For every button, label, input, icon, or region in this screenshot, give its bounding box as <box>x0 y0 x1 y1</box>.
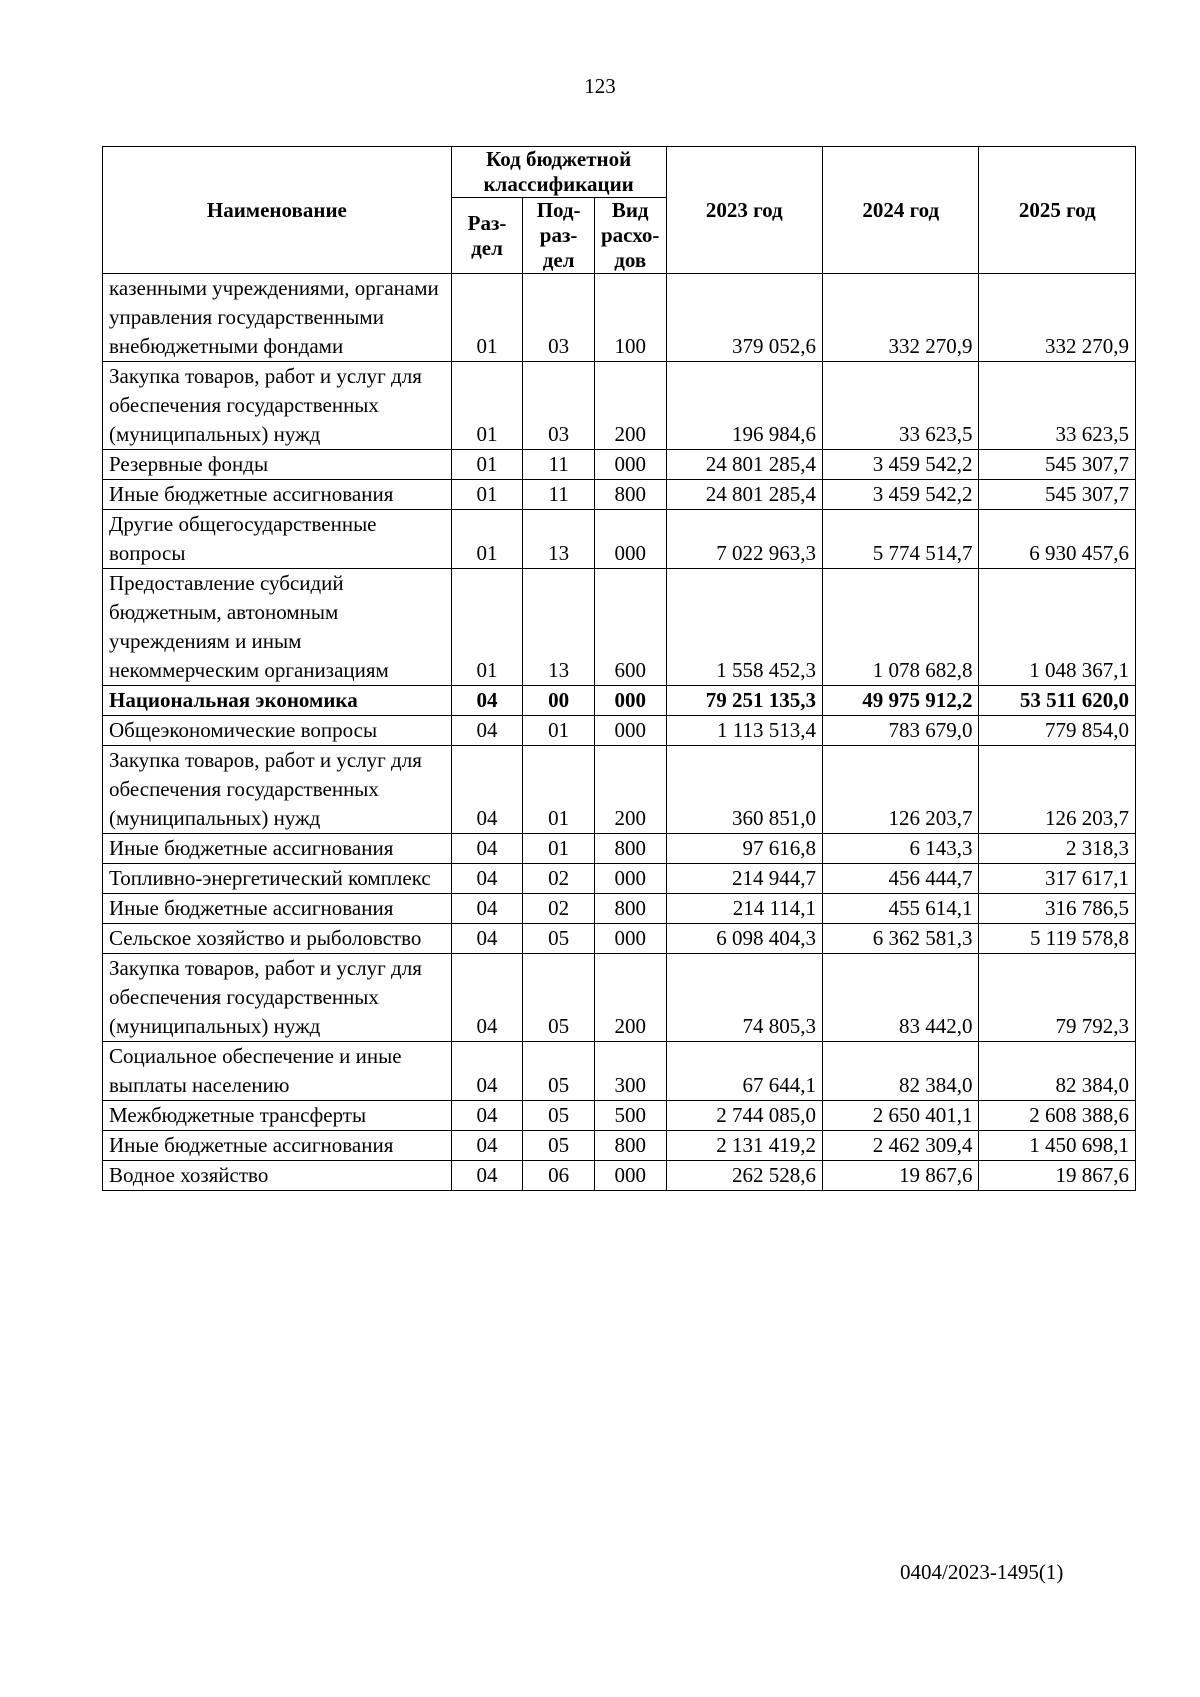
row-amount-2025: 5 119 578,8 <box>979 924 1136 954</box>
row-amount-2023: 2 131 419,2 <box>666 1131 822 1161</box>
header-razdel: Раз-дел <box>451 198 523 274</box>
row-amount-2024: 1 078 682,8 <box>822 569 978 686</box>
row-vid: 800 <box>594 834 666 864</box>
row-podrazdel: 02 <box>523 894 595 924</box>
row-name: Иные бюджетные ассигнования <box>103 480 452 510</box>
table-row <box>103 510 1136 569</box>
row-razdel: 01 <box>451 510 523 569</box>
row-amount-2023: 24 801 285,4 <box>666 480 822 510</box>
row-razdel: 04 <box>451 1131 523 1161</box>
table-row <box>103 954 1136 1042</box>
header-vid: Вид расхо-дов <box>594 198 666 274</box>
row-name: Иные бюджетные ассигнования <box>103 1131 452 1161</box>
row-amount-2024: 126 203,7 <box>822 746 978 834</box>
row-name: Топливно-энергетический комплекс <box>103 864 452 894</box>
table-row <box>103 274 1136 362</box>
table-row <box>103 1161 1136 1191</box>
row-name: Закупка товаров, работ и услуг для обеспечения государственных (муниципальных) нужд <box>103 746 452 834</box>
table-body <box>103 274 1136 1191</box>
row-amount-2024: 82 384,0 <box>822 1042 978 1101</box>
row-amount-2025: 545 307,7 <box>979 480 1136 510</box>
row-name: Водное хозяйство <box>103 1161 452 1191</box>
document-code: 0404/2023-1495(1) <box>900 1560 1064 1584</box>
header-2024: 2024 год <box>822 147 978 274</box>
row-vid: 000 <box>594 864 666 894</box>
row-podrazdel: 06 <box>523 1161 595 1191</box>
header-code-group: Код бюджетной классификации <box>451 147 666 198</box>
row-vid: 000 <box>594 924 666 954</box>
row-podrazdel: 13 <box>523 510 595 569</box>
row-name: Иные бюджетные ассигнования <box>103 834 452 864</box>
row-amount-2023: 2 744 085,0 <box>666 1101 822 1131</box>
row-vid: 000 <box>594 450 666 480</box>
row-name: Сельское хозяйство и рыболовство <box>103 924 452 954</box>
table-row <box>103 1101 1136 1131</box>
table-row <box>103 450 1136 480</box>
row-amount-2023: 74 805,3 <box>666 954 822 1042</box>
row-amount-2023: 7 022 963,3 <box>666 510 822 569</box>
row-vid: 100 <box>594 274 666 362</box>
row-amount-2023: 24 801 285,4 <box>666 450 822 480</box>
row-vid: 600 <box>594 569 666 686</box>
row-amount-2023: 1 113 513,4 <box>666 716 822 746</box>
row-podrazdel: 01 <box>523 834 595 864</box>
row-razdel: 04 <box>451 834 523 864</box>
row-amount-2025: 2 318,3 <box>979 834 1136 864</box>
header-podrazdel: Под-раз-дел <box>523 198 595 274</box>
header-2023: 2023 год <box>666 147 822 274</box>
page-number: 123 <box>584 74 616 98</box>
row-vid: 800 <box>594 894 666 924</box>
row-amount-2024: 3 459 542,2 <box>822 480 978 510</box>
row-razdel: 04 <box>451 1042 523 1101</box>
row-podrazdel: 00 <box>523 686 595 716</box>
row-podrazdel: 05 <box>523 924 595 954</box>
row-podrazdel: 11 <box>523 480 595 510</box>
row-vid: 200 <box>594 954 666 1042</box>
row-vid: 800 <box>594 1131 666 1161</box>
row-amount-2023: 262 528,6 <box>666 1161 822 1191</box>
row-amount-2025: 19 867,6 <box>979 1161 1136 1191</box>
row-podrazdel: 05 <box>523 1131 595 1161</box>
table-row <box>103 569 1136 686</box>
budget-table <box>102 146 1136 1191</box>
row-amount-2024: 33 623,5 <box>822 362 978 450</box>
row-podrazdel: 05 <box>523 1042 595 1101</box>
row-vid: 200 <box>594 362 666 450</box>
row-podrazdel: 03 <box>523 362 595 450</box>
row-amount-2025: 33 623,5 <box>979 362 1136 450</box>
header-name: Наименование <box>103 147 452 274</box>
table-row <box>103 686 1136 716</box>
row-name: Закупка товаров, работ и услуг для обеспечения государственных (муниципальных) нужд <box>103 362 452 450</box>
row-razdel: 04 <box>451 1101 523 1131</box>
row-vid: 800 <box>594 480 666 510</box>
row-amount-2023: 6 098 404,3 <box>666 924 822 954</box>
row-razdel: 01 <box>451 480 523 510</box>
table-row <box>103 834 1136 864</box>
row-amount-2023: 1 558 452,3 <box>666 569 822 686</box>
row-amount-2024: 783 679,0 <box>822 716 978 746</box>
row-razdel: 04 <box>451 746 523 834</box>
row-name: Резервные фонды <box>103 450 452 480</box>
row-vid: 000 <box>594 716 666 746</box>
row-amount-2023: 214 114,1 <box>666 894 822 924</box>
table-row <box>103 894 1136 924</box>
row-amount-2025: 82 384,0 <box>979 1042 1136 1101</box>
row-amount-2024: 455 614,1 <box>822 894 978 924</box>
row-amount-2023: 214 944,7 <box>666 864 822 894</box>
row-name: Межбюджетные трансферты <box>103 1101 452 1131</box>
row-podrazdel: 05 <box>523 954 595 1042</box>
row-name: Другие общегосударственные вопросы <box>103 510 452 569</box>
table-row <box>103 480 1136 510</box>
row-amount-2024: 6 362 581,3 <box>822 924 978 954</box>
row-vid: 200 <box>594 746 666 834</box>
row-name: Национальная экономика <box>103 686 452 716</box>
row-podrazdel: 02 <box>523 864 595 894</box>
row-amount-2023: 97 616,8 <box>666 834 822 864</box>
table-row <box>103 924 1136 954</box>
row-amount-2024: 19 867,6 <box>822 1161 978 1191</box>
row-podrazdel: 01 <box>523 746 595 834</box>
row-amount-2024: 49 975 912,2 <box>822 686 978 716</box>
table-row <box>103 1131 1136 1161</box>
row-amount-2024: 83 442,0 <box>822 954 978 1042</box>
row-amount-2025: 317 617,1 <box>979 864 1136 894</box>
row-podrazdel: 13 <box>523 569 595 686</box>
row-podrazdel: 05 <box>523 1101 595 1131</box>
row-amount-2024: 6 143,3 <box>822 834 978 864</box>
row-amount-2025: 79 792,3 <box>979 954 1136 1042</box>
row-razdel: 01 <box>451 362 523 450</box>
header-2025: 2025 год <box>979 147 1136 274</box>
row-amount-2024: 5 774 514,7 <box>822 510 978 569</box>
row-amount-2025: 53 511 620,0 <box>979 686 1136 716</box>
row-vid: 300 <box>594 1042 666 1101</box>
row-vid: 000 <box>594 686 666 716</box>
row-amount-2025: 2 608 388,6 <box>979 1101 1136 1131</box>
row-amount-2025: 1 048 367,1 <box>979 569 1136 686</box>
row-amount-2023: 196 984,6 <box>666 362 822 450</box>
row-amount-2024: 456 444,7 <box>822 864 978 894</box>
row-name: Закупка товаров, работ и услуг для обеспечения государственных (муниципальных) нужд <box>103 954 452 1042</box>
row-razdel: 04 <box>451 1161 523 1191</box>
row-amount-2025: 779 854,0 <box>979 716 1136 746</box>
row-amount-2025: 126 203,7 <box>979 746 1136 834</box>
row-amount-2023: 379 052,6 <box>666 274 822 362</box>
row-name: казенными учреждениями, органами управления государственными внебюджетными фондами <box>103 274 452 362</box>
row-razdel: 04 <box>451 894 523 924</box>
row-amount-2023: 67 644,1 <box>666 1042 822 1101</box>
row-vid: 000 <box>594 1161 666 1191</box>
row-name: Иные бюджетные ассигнования <box>103 894 452 924</box>
row-razdel: 04 <box>451 716 523 746</box>
table-row <box>103 1042 1136 1101</box>
row-podrazdel: 03 <box>523 274 595 362</box>
row-amount-2025: 316 786,5 <box>979 894 1136 924</box>
row-name: Социальное обеспечение и иные выплаты населению <box>103 1042 452 1101</box>
row-amount-2025: 332 270,9 <box>979 274 1136 362</box>
row-amount-2023: 79 251 135,3 <box>666 686 822 716</box>
row-razdel: 01 <box>451 274 523 362</box>
row-amount-2025: 545 307,7 <box>979 450 1136 480</box>
row-amount-2025: 6 930 457,6 <box>979 510 1136 569</box>
row-razdel: 01 <box>451 569 523 686</box>
row-amount-2024: 2 650 401,1 <box>822 1101 978 1131</box>
row-razdel: 04 <box>451 864 523 894</box>
row-amount-2024: 332 270,9 <box>822 274 978 362</box>
row-razdel: 04 <box>451 686 523 716</box>
row-podrazdel: 01 <box>523 716 595 746</box>
row-razdel: 04 <box>451 954 523 1042</box>
row-name: Предоставление субсидий бюджетным, автономным учреждениям и иным некоммерческим организациям <box>103 569 452 686</box>
row-vid: 500 <box>594 1101 666 1131</box>
row-amount-2024: 3 459 542,2 <box>822 450 978 480</box>
row-amount-2023: 360 851,0 <box>666 746 822 834</box>
row-razdel: 01 <box>451 450 523 480</box>
table-row <box>103 864 1136 894</box>
table-header <box>103 147 1136 274</box>
row-podrazdel: 11 <box>523 450 595 480</box>
row-amount-2024: 2 462 309,4 <box>822 1131 978 1161</box>
table-row <box>103 362 1136 450</box>
table-row <box>103 746 1136 834</box>
row-vid: 000 <box>594 510 666 569</box>
row-razdel: 04 <box>451 924 523 954</box>
row-name: Общеэкономические вопросы <box>103 716 452 746</box>
table-row <box>103 716 1136 746</box>
row-amount-2025: 1 450 698,1 <box>979 1131 1136 1161</box>
